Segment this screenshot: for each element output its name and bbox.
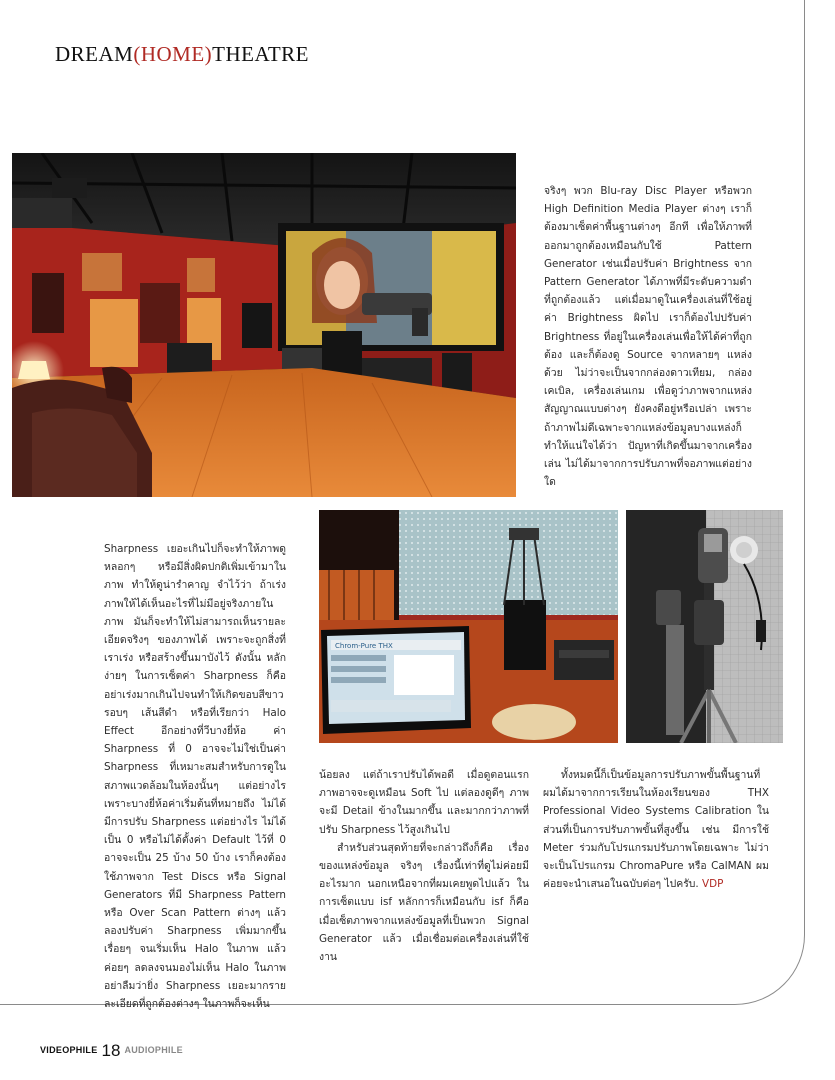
page-footer [40, 1041, 183, 1061]
screen-app-title: Chrom‐Pure THX [335, 642, 393, 650]
author-signature: VDP [702, 878, 724, 891]
paragraph [543, 766, 769, 893]
header-dream: DREAM [55, 42, 134, 66]
colorimeter-photo [626, 510, 783, 743]
text-column-middle [319, 766, 529, 966]
footer-sub-brand: AUDIOPHILE [124, 1045, 183, 1055]
calibration-laptop-photo [319, 510, 618, 743]
text-column-right-bottom [543, 766, 769, 893]
text-column-right-top [544, 182, 752, 491]
paragraph: สำหรับส่วนสุดท้ายที่จะกล่าวถึงก็คือ เรื่องของแหล่งข้อมูล จริงๆ เรื่องนี้เท่าที่ดูไม่ค่อยมีอะไรมาก นอกเหนือจากที่ผมเคยพูดไปแล้ว ในการเซ็ตแบบ isf หลักการก็เหมือนกับ isf ก็คือเมื่อเซ็ตภาพจากแหล่งข้อมูลที่เป็นพวก Signal Generator แล้ว เมื่อเชื่อมต่อเครื่องเล่นที่ใช้งาน [319, 841, 529, 964]
header-theatre: THEATRE [212, 42, 309, 66]
page-number: 18 [101, 1041, 121, 1060]
text-column-left [104, 540, 286, 1013]
paragraph: Sharpness เยอะเกินไปก็จะทำให้ภาพดูหลอกๆ หรือมีสิ่งผิดปกติเพิ่มเข้ามาในภาพ ทำให้ดูน่ารำคาญ จำไว้ว่า ถ้าเร่งภาพให้ได้เห็นอะไรที่ไม่มีอยู่จริงภายในภาพ มันก็จะทำให้ไม่สามารถเห็นรายละเอียดจริงๆ ของภาพได้ เพราะจะถูกสิ่งที่เราเร่ง หรือสร้างขึ้นมาบังไว้ ดังนั้น หลักง่ายๆ ในการเซ็ตค่า Sharpness ก็คืออย่าเร่งมากเกินไปจนทำให้เกิดขอบสีขาวรอบๆ เส้นสีดำ หรือที่เรียกว่า Halo Effect อีกอย่างที่วีบางยี่ห้อ ค่า Sharpness ที่ 0 อาจจะไม่ใช่เป็นค่า Sharpness ที่เหมาะสมสำหรับการดูในสภาพแวดล้อมในห้องนั้นๆ แต่อย่างไร เพราะบางยี่ห้อค่าเริ่มต้นที่หมายถึง ไม่ได้มีการปรับ Sharpness แต่อย่างไร ไม่ได้เป็น 0 หรือไม่ได้ตั้งค่า Default ไว้ที่ 0 อาจจะเป็น 25 บ้าง 50 บ้าง เราก็คงต้องใช้ภาพจาก Test Discs หรือ Signal Generators ที่มี Sharpness Pattern หรือ Over Scan Pattern ต่างๆ แล้วลองปรับค่า Sharpness เพิ่มมากขึ้นเรื่อยๆ จนเริ่มเห็น Halo ในภาพ แล้วค่อยๆ ลดลงจนมองไม่เห็น Halo ในภาพ อย่าลืมว่ายิ่ง Sharpness เยอะมากรายละเอียดที่ถูกต้องต่างๆ ในภาพก็จะเห็น [104, 543, 286, 1011]
header-home: (HOME) [133, 42, 213, 66]
footer-brand: VIDEOPHILE [40, 1045, 98, 1055]
paragraph: จริงๆ พวก Blu-ray Disc Player หรือพวก High Definition Media Player ต่างๆ เราก็ต้องมาเซ็ตค่าพื้นฐานต่างๆ อีกที เพื่อให้ภาพที่ออกมาถูกต้องเหมือนกับใช้ Pattern Generator เช่นเมื่อปรับค่า Brightness จาก Pattern Generator ได้ภาพที่มีระดับความดำที่ถูกต้องแล้ว แต่เมื่อมาดูในเครื่องเล่นที่ใช้อยู่ ค่า Brightness ผิดไป เราก็ต้องไปปรับค่า Brightness ที่อยู่ในเครื่องเล่นเพื่อให้ได้ค่าที่ถูกต้อง และก็ต้องดู Source จากหลายๆ แหล่งด้วย ไม่ว่าจะเป็นจากกล่องดาวเทียม, กล่องเคเบิล, เครื่องเล่นเกม เพื่อดูว่าภาพจากแหล่งสัญญาณแบบต่างๆ ยังคงดีอยู่หรือเปล่า เพราะถ้าภาพไม่ดีเฉพาะจากแหล่งข้อมูลบางแหล่งก็ทำให้แน่ใจได้ว่า ปัญหาที่เกิดขึ้นมาจากเครื่องเล่น ไม่ได้มาจากการปรับภาพที่จอภาพแต่อย่างใด [544, 185, 752, 489]
section-header [55, 42, 309, 67]
home-theater-photo [12, 153, 516, 497]
closing-text: ทั้งหมดนี้ก็เป็นข้อมูลการปรับภาพขั้นพื้นฐานที่ผมได้มาจากการเรียนในห้องเรียนของ THX Professional Video Systems Calibration ในส่วนที่เป็นการปรับภาพขั้นที่สูงขึ้น เช่น มีการใช้ Meter ร่วมกับโปรแกรมปรับภาพโดยเฉพาะ ไม่ว่าจะเป็นโปรแกรม ChromaPure หรือ CalMAN ผมค่อยจะนำเสนอในฉบับต่อๆ ไปครับ. [543, 769, 769, 891]
paragraph: น้อยลง แต่ถ้าเราปรับได้พอดี เมื่อดูตอนแรกภาพอาจจะดูเหมือน Soft ไป แต่ลองดูดีๆ ภาพจะมี Detail ข้างในมากขึ้น และมากกว่าภาพที่ปรับ Sharpness ไว้สูงเกินไป [319, 769, 529, 836]
